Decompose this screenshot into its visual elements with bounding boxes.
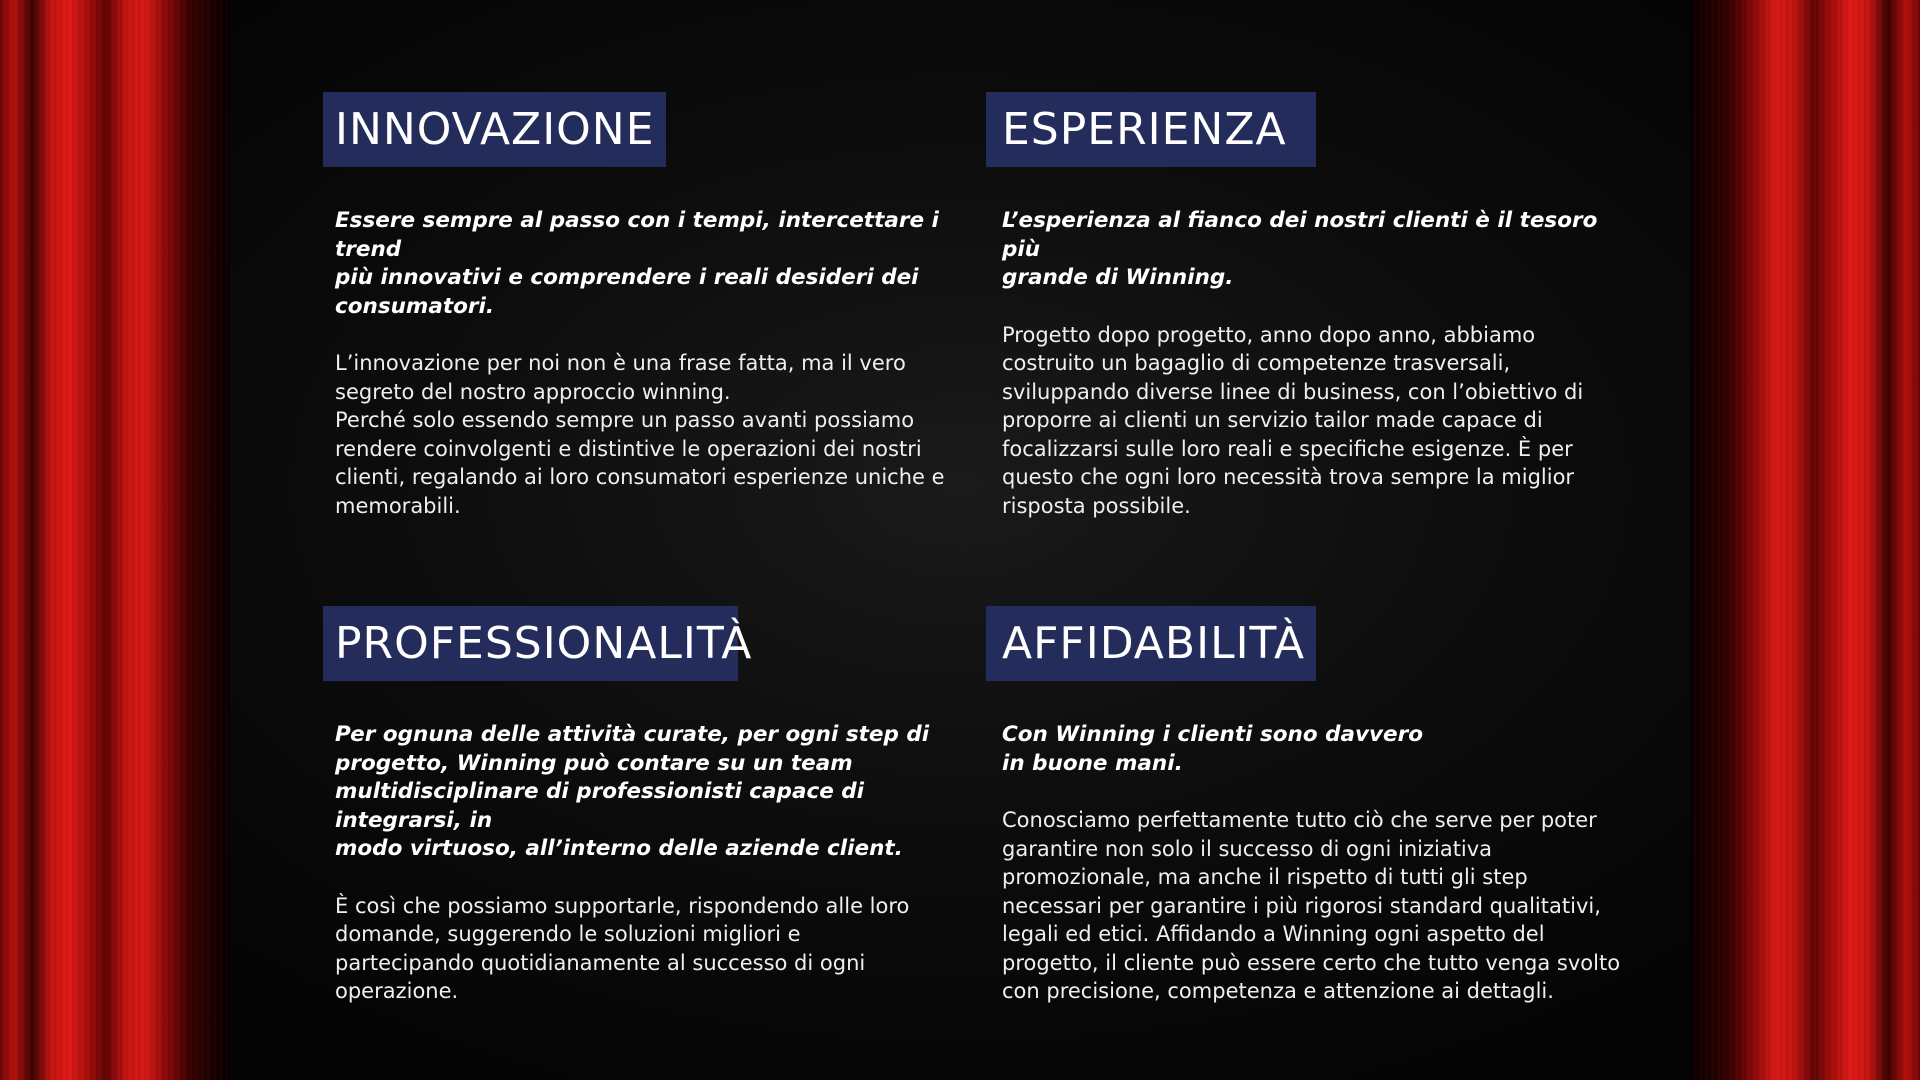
section-title: AFFIDABILITÀ — [986, 606, 1316, 681]
section-body — [986, 721, 1626, 1006]
section-text: È così che possiamo supportarle, rispondendo alle loro domande, suggerendo le soluzioni migliori e partecipando quotidianamente al successo di ogni operazione. — [335, 893, 910, 1003]
section-affidabilita — [986, 606, 1626, 1006]
curtain-right — [1690, 0, 1920, 1080]
section-innovazione — [323, 92, 963, 520]
curtain-left — [0, 0, 230, 1080]
section-text: L’innovazione per noi non è una frase fatta, ma il vero segreto del nostro approccio winning. Perché solo essendo sempre un passo avanti possiamo rendere coinvolgenti e distintive le operazioni dei nostri clienti, regalando ai loro consumatori esperienze uniche e memorabili. — [335, 351, 945, 518]
section-lead: Essere sempre al passo con i tempi, intercettare i trend più innovativi e comprendere i reali desideri dei consumatori. — [335, 208, 939, 319]
section-lead: Con Winning i clienti sono davvero in buone mani. — [1002, 722, 1423, 776]
section-text: Conosciamo perfettamente tutto ciò che serve per poter garantire non solo il successo di ogni iniziativa promozionale, ma anche il rispetto di tutti gli step necessari per garantire i più rigorosi standard qualitativi, legali ed etici. Affidando a Winning ogni aspetto del progetto, il cliente può essere certo che tutto venga svolto con precisione, competenza e attenzione ai dettagli. — [1002, 808, 1621, 1003]
section-professionalita — [323, 606, 963, 1006]
section-esperienza — [986, 92, 1626, 520]
section-body — [323, 207, 963, 520]
section-title: ESPERIENZA — [986, 92, 1316, 167]
section-lead: L’esperienza al fianco dei nostri clienti è il tesoro più grande di Winning. — [1002, 208, 1598, 290]
section-body — [986, 207, 1626, 520]
section-lead: Per ognuna delle attività curate, per ogni step di progetto, Winning può contare su un team multidisciplinare di professionisti capace di integrarsi, in modo virtuoso, all’interno delle aziende client. — [335, 722, 930, 861]
section-text: Progetto dopo progetto, anno dopo anno, abbiamo costruito un bagaglio di competenze trasversali, sviluppando diverse linee di business, con l’obiettivo di proporre ai clienti un servizio tailor made capace di focalizzarsi sulle loro reali e specifiche esigenze. È per questo che ogni loro necessità trova sempre la miglior risposta possibile. — [1002, 322, 1584, 518]
section-title: PROFESSIONALITÀ — [323, 606, 738, 681]
section-title: INNOVAZIONE — [323, 92, 666, 167]
section-body — [323, 721, 963, 1006]
